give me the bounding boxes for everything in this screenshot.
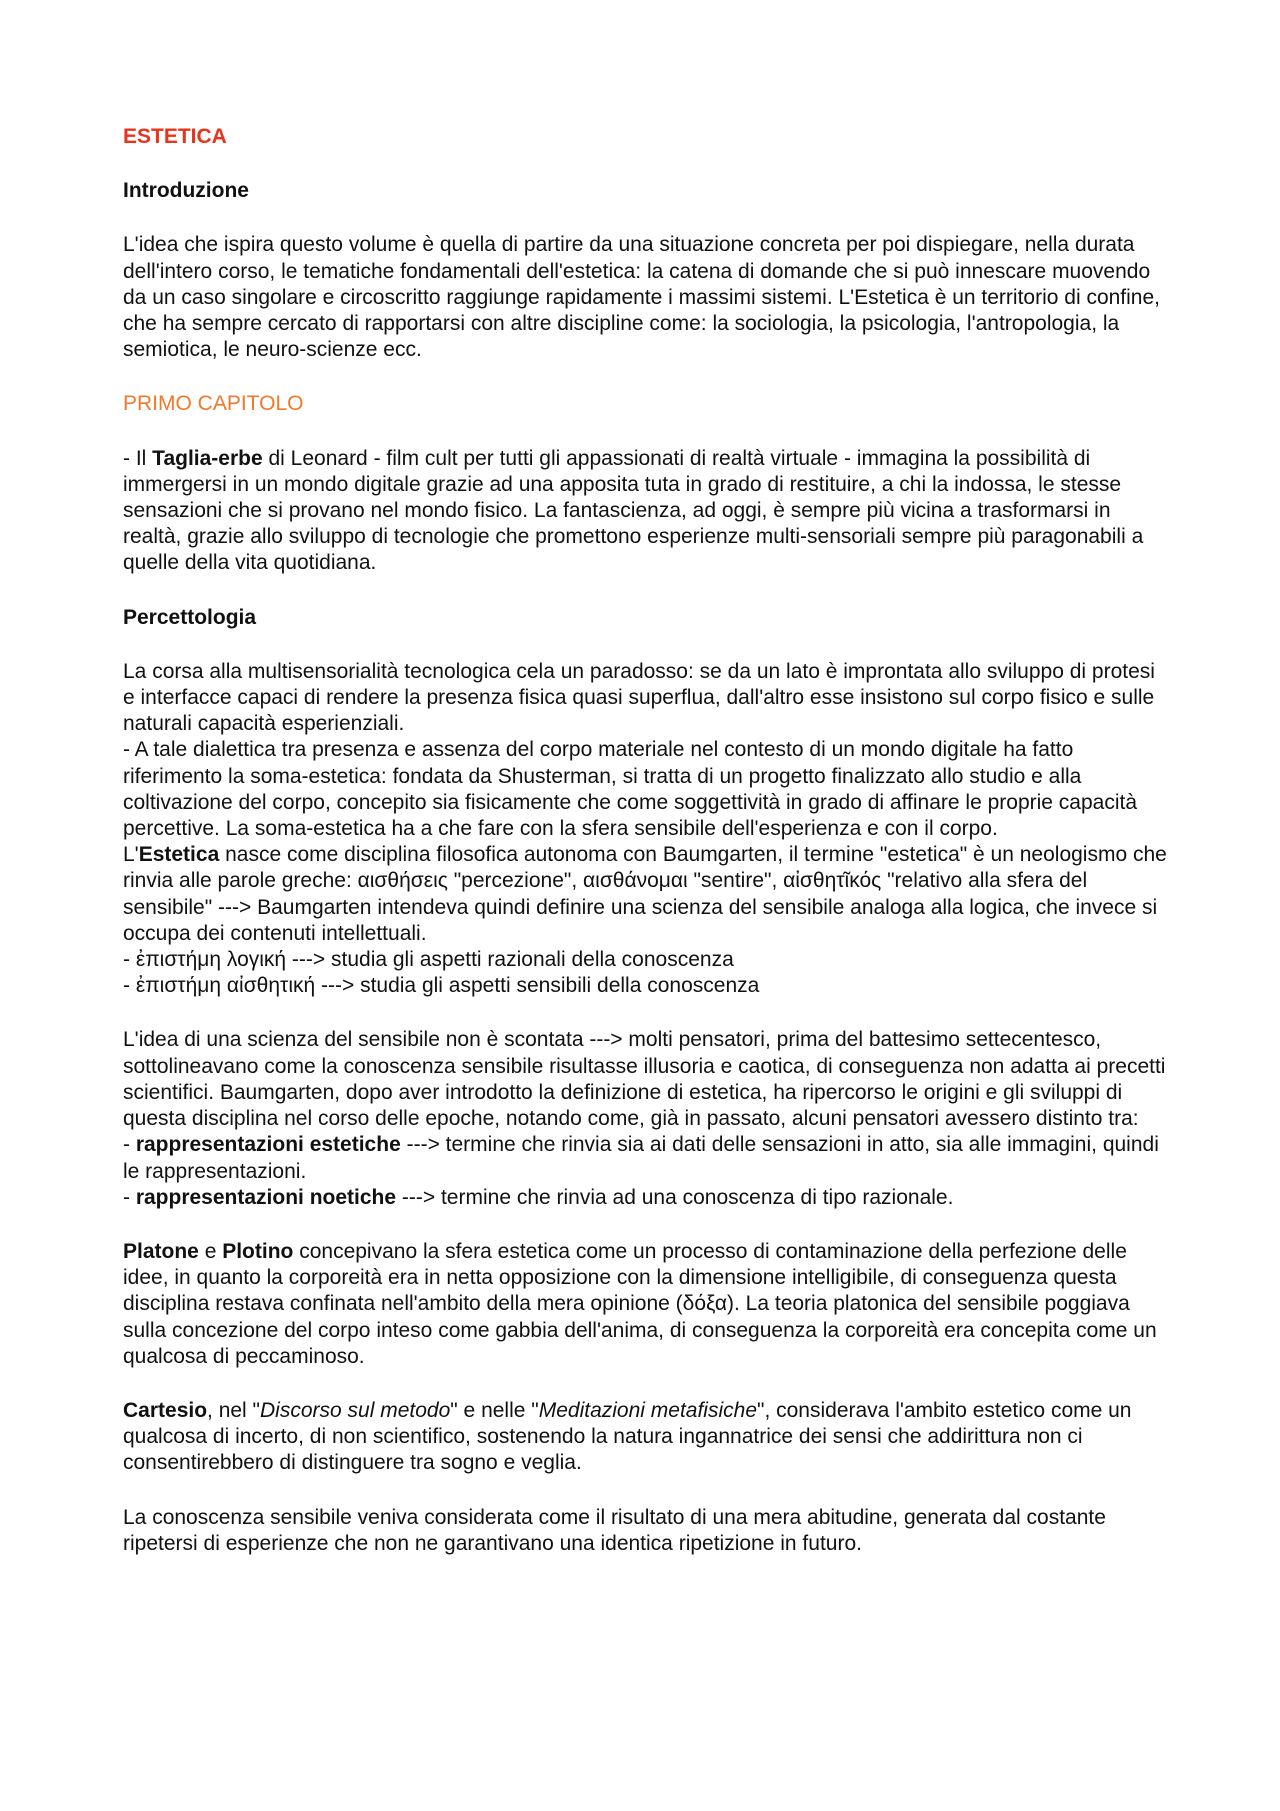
list-item-logica: - ἐπιστήμη λογική ---> studia gli aspetti razionali della conoscenza: [123, 948, 734, 972]
heading-primo-capitolo: PRIMO CAPITOLO: [123, 392, 304, 416]
document-page: [123, 124, 1168, 1585]
text-multisensorialita: La corsa alla multisensorialità tecnologica cela un paradosso: se da un lato è improntata allo sviluppo di protesi e interfacce capaci di rendere la presenza fisica quasi superflua, dall'altro esse insistono sul corpo fisico e sulle naturali capacità esperienziali.: [123, 659, 1155, 736]
paragraph-taglia-erbe: - Il Taglia-erbe di Leonard - film cult per tutti gli appassionati di realtà virtuale - immagina la possibilità di immergersi in un mondo digitale grazie ad una apposita tuta in grado di restituire, a chi la indossa, le stesse sensazioni che si provano nel mondo fisico. La fantascienza, ad oggi, è sempre più vicina a trasformarsi in realtà, grazie allo sviluppo di tecnologie che promettono esperienze multi-sensoriali sempre più paragonabili a quelle della vita quotidiana.: [123, 446, 1144, 575]
list-item-aisthetike: - ἐπιστήμη αἰσθητική ---> studia gli aspetti sensibili della conoscenza: [123, 974, 760, 998]
paragraph-cartesio: Cartesio, nel "Discorso sul metodo" e nelle "Meditazioni metafisiche", considerava l'ambito estetico come un qualcosa di incerto, di non scientifico, sostenendo la natura ingannatrice dei sensi che addirittura non ci consentirebbero di distinguere tra sogno e veglia.: [123, 1398, 1132, 1475]
term-estetica: Estetica: [138, 843, 220, 867]
text-estetica-baumgarten: L'Estetica nasce come disciplina filosofica autonoma con Baumgarten, il termine "estetica" è un neologismo che rinvia alle parole greche: αισθήσεις "percezione", αισθάνομαι "sentire", αἰσθητῖκός "relativo alla sfera del sensibile" ---> Baumgarten intendeva quindi definire una scienza del sensibile analoga alla logica, che invece si occupa dei contenuti intellettuali.: [123, 843, 1167, 945]
list-item-rappresentazioni-estetiche: - rappresentazioni estetiche ---> termine che rinvia sia ai dati delle sensazioni in atto, sia alle immagini, quindi le rappresentazioni.: [123, 1133, 1159, 1183]
term-taglia-erbe: Taglia-erbe: [152, 446, 263, 470]
title-discorso-sul-metodo: Discorso sul metodo: [260, 1398, 451, 1422]
heading-introduzione: Introduzione: [123, 179, 249, 203]
title-meditazioni-metafisiche: Meditazioni metafisiche: [538, 1398, 757, 1422]
text-scienza-sensibile: L'idea di una scienza del sensibile non è scontata ---> molti pensatori, prima del battesimo settecentesco, sottolineavano come la conoscenza sensibile risultasse illusoria e caotica, di conseguenza non adatta ai precetti scientifici. Baumgarten, dopo aver introdotto la definizione di estetica, ha ripercorso le origini e gli sviluppi di questa disciplina nel corso delle epoche, notando come, già in passato, alcuni pensatori avessero distinto tra:: [123, 1028, 1166, 1131]
heading-percettologia: Percettologia: [123, 605, 257, 629]
paragraph-conoscenza-sensibile: La conoscenza sensibile veniva considerata come il risultato di una mera abitudine, generata dal costante ripetersi di esperienze che non ne garantivano una identica ripetizione in futuro.: [123, 1505, 1106, 1555]
list-item-rappresentazioni-noetiche: - rappresentazioni noetiche ---> termine che rinvia ad una conoscenza di tipo razionale.: [123, 1185, 954, 1209]
term-platone: Platone: [123, 1239, 199, 1263]
term-plotino: Plotino: [222, 1239, 294, 1263]
document-title: ESTETICA: [123, 125, 227, 148]
paragraph-platone-plotino: Platone e Plotino concepivano la sfera estetica come un processo di contaminazione della perfezione delle idee, in quanto la corporeità era in netta opposizione con la dimensione intelligibile, di conseguenza questa disciplina restava confinata nell'ambito della mera opinione (δόξα). La teoria platonica del sensibile poggiava sulla concezione del corpo inteso come gabbia dell'anima, di conseguenza la corporeità era concepita come un qualcosa di peccaminoso.: [123, 1239, 1157, 1368]
paragraph-percettologia: [123, 659, 1168, 1000]
term-cartesio: Cartesio: [123, 1398, 208, 1422]
paragraph-introduzione: L'idea che ispira questo volume è quella di partire da una situazione concreta per poi dispiegare, nella durata dell'intero corso, le tematiche fondamentali dell'estetica: la catena di domande che si può innescare muovendo da un caso singolare e circoscritto raggiunge rapidamente i massimi sistemi. L'Estetica è un territorio di confine, che ha sempre cercato di rapportarsi con altre discipline come: la sociologia, la psicologia, l'antropologia, la semiotica, le neuro-scienze ecc.: [123, 233, 1160, 362]
text-soma-estetica: - A tale dialettica tra presenza e assenza del corpo materiale nel contesto di un mondo digitale ha fatto riferimento la soma-estetica: fondata da Shusterman, si tratta di un progetto finalizzato allo studio e alla coltivazione del corpo, concepito sia fisicamente che come soggettività in grado di affinare le proprie capacità percettive. La soma-estetica ha a che fare con la sfera sensibile dell'esperienza e con il corpo.: [123, 738, 1138, 841]
paragraph-scienza-sensibile: [123, 1027, 1168, 1210]
